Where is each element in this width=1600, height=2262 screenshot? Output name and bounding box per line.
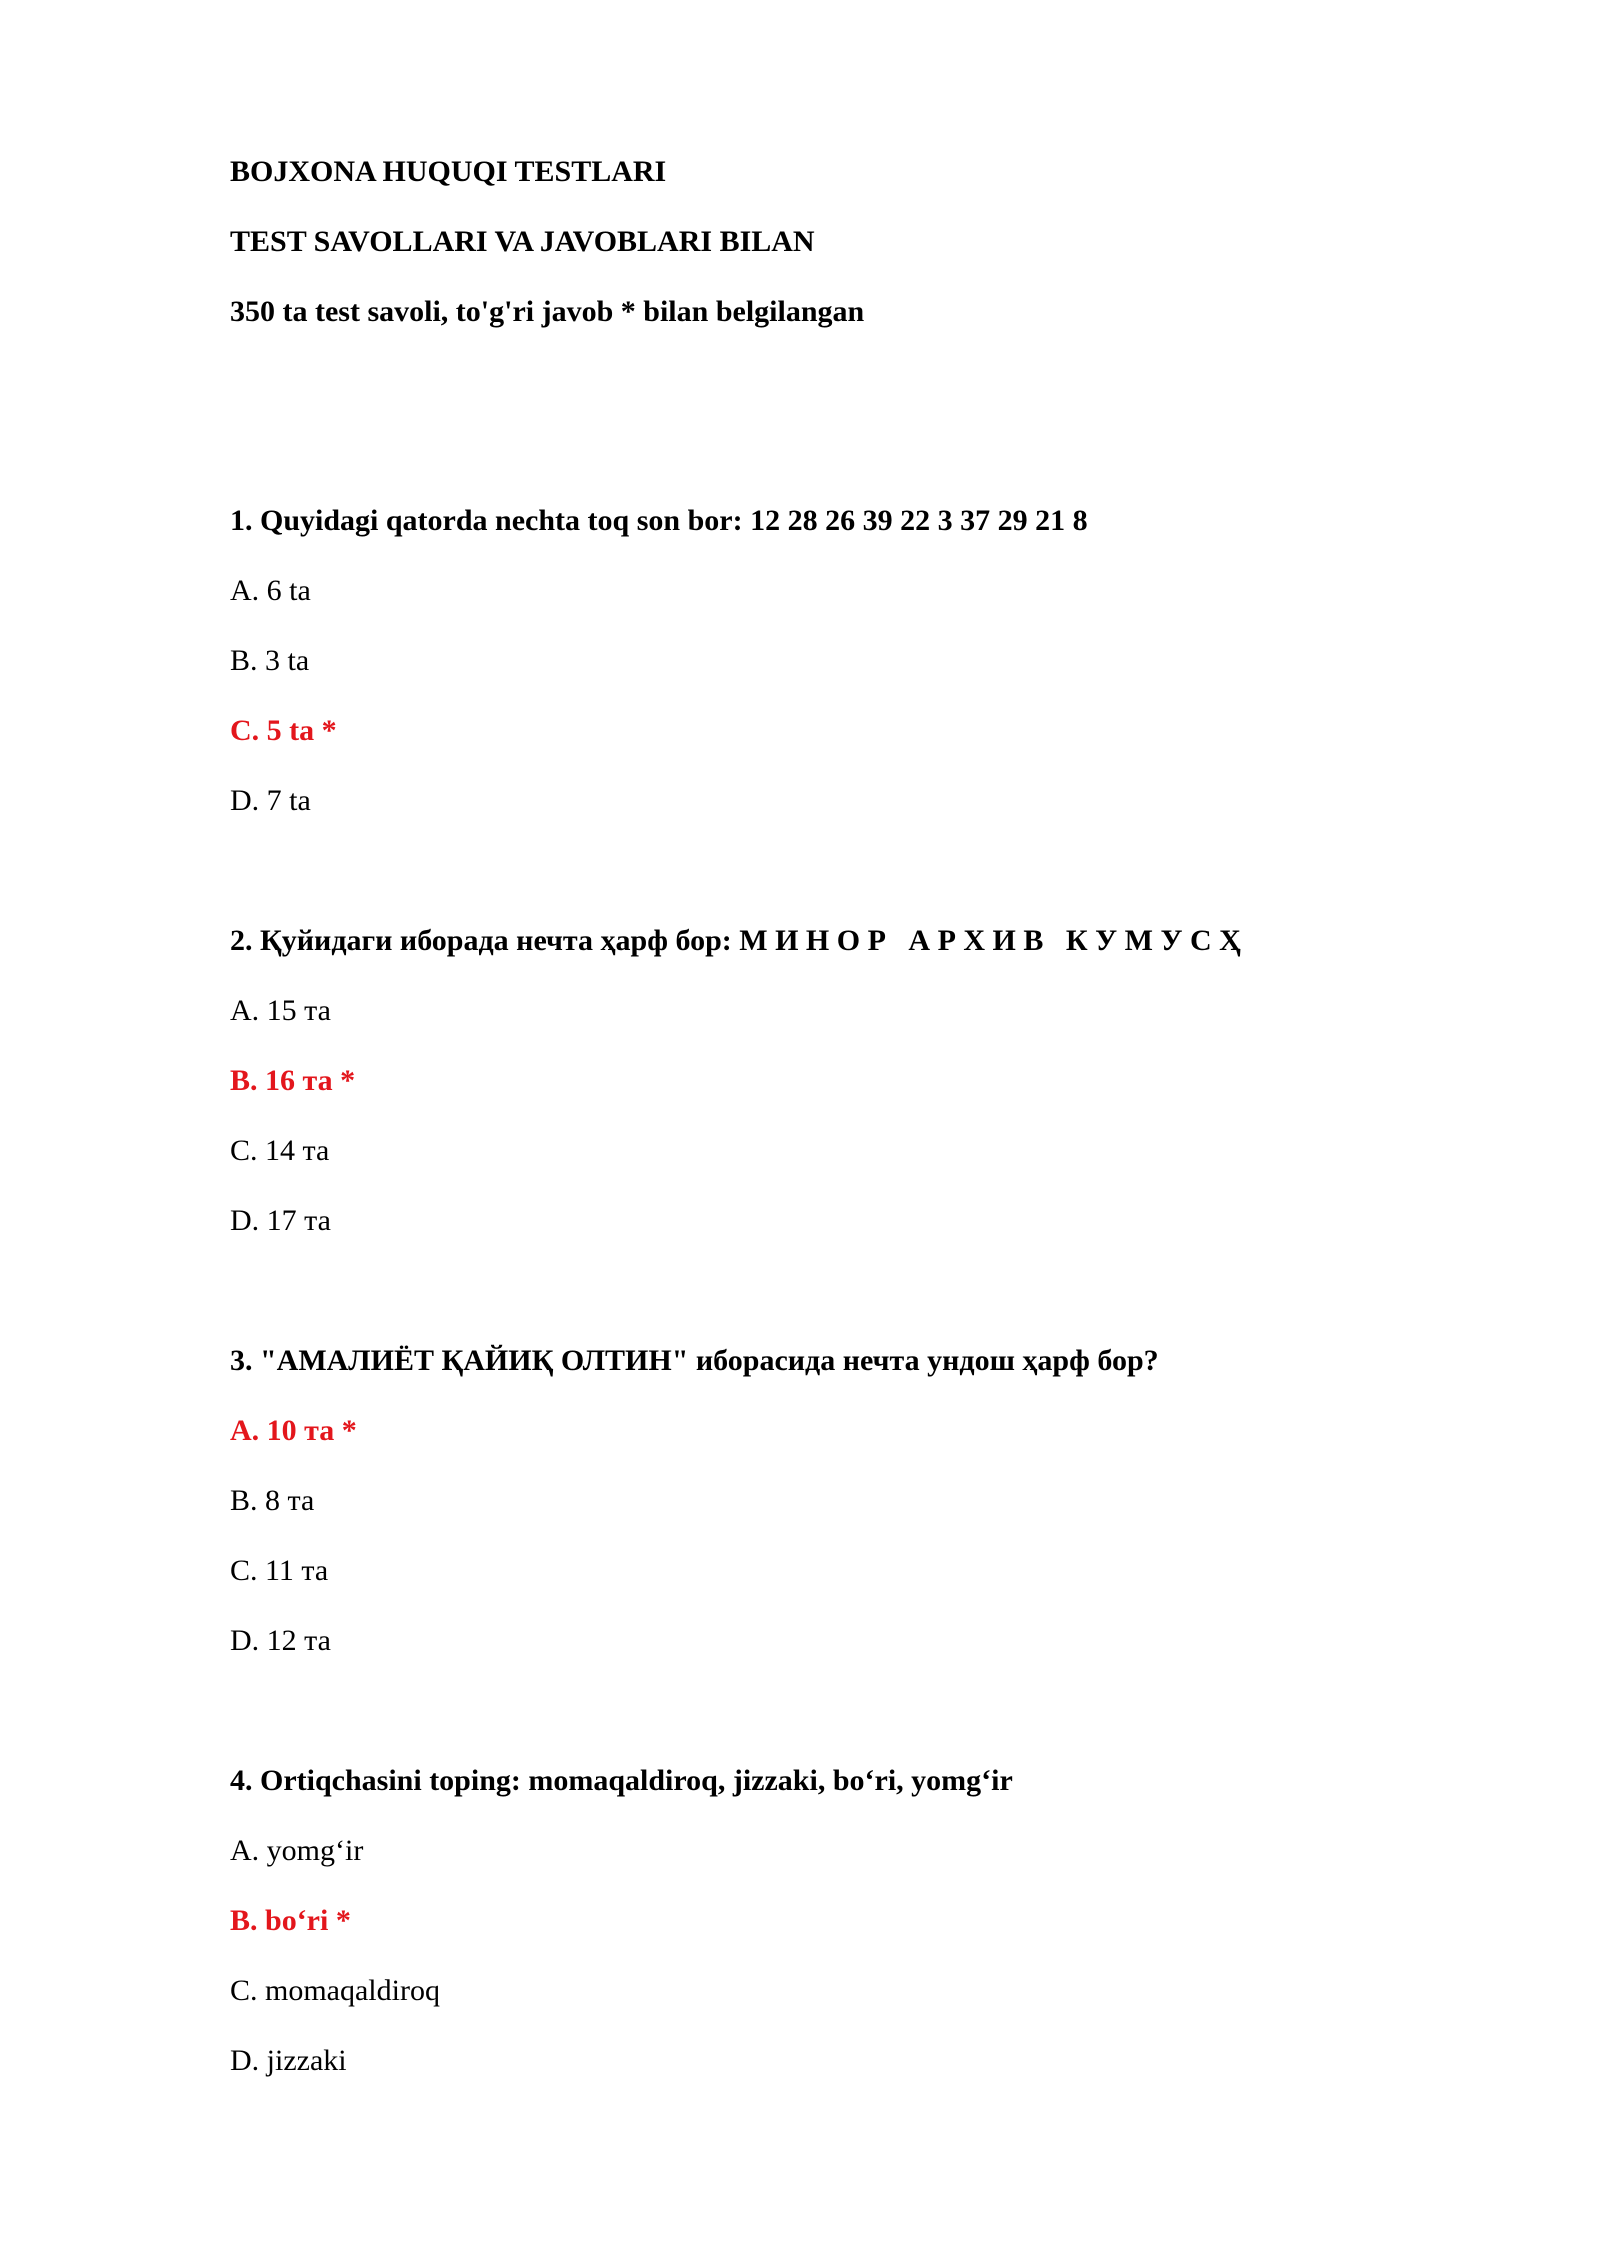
question-2-text: 2. Қуйидаги иборада нечта ҳарф бор: М И Н О Р А Р Х И В К У М У С Ҳ [230,924,1241,957]
question-3-option-c: C. 11 та [230,1554,329,1587]
question-4-option-c: C. momaqaldiroq [230,1974,440,2007]
question-2-option-b-correct: B. 16 та * [230,1064,356,1097]
document-subtitle: TEST SAVOLLARI VA JAVOBLARI BILAN [230,225,815,258]
question-1-option-a: A. 6 ta [230,574,311,607]
question-3-option-d: D. 12 та [230,1624,331,1657]
question-2-option-c: C. 14 та [230,1134,330,1167]
question-4-option-a: A. yomg‘ir [230,1834,364,1867]
question-4-text: 4. Ortiqchasini toping: momaqaldiroq, jizzaki, bo‘ri, yomg‘ir [230,1764,1013,1797]
question-1-option-d: D. 7 ta [230,784,311,817]
question-1-option-b: B. 3 ta [230,644,310,677]
question-3-text: 3. "АМАЛИЁТ ҚАЙИҚ ОЛТИН" иборасида нечта ундош ҳарф бор? [230,1344,1159,1377]
question-4-option-d: D. jizzaki [230,2044,347,2077]
question-3-option-a-correct: A. 10 та * [230,1414,357,1447]
question-2-option-a: A. 15 та [230,994,331,1027]
document-title: BOJXONA HUQUQI TESTLARI [230,155,667,188]
document-note: 350 ta test savoli, to'g'ri javob * bilan belgilangan [230,295,865,328]
question-4-option-b-correct: B. bo‘ri * [230,1904,351,1937]
question-2-option-d: D. 17 та [230,1204,331,1237]
question-1-text: 1. Quyidagi qatorda nechta toq son bor: 12 28 26 39 22 3 37 29 21 8 [230,504,1088,537]
question-3-option-b: B. 8 та [230,1484,315,1517]
question-1-option-c-correct: C. 5 ta * [230,714,337,747]
